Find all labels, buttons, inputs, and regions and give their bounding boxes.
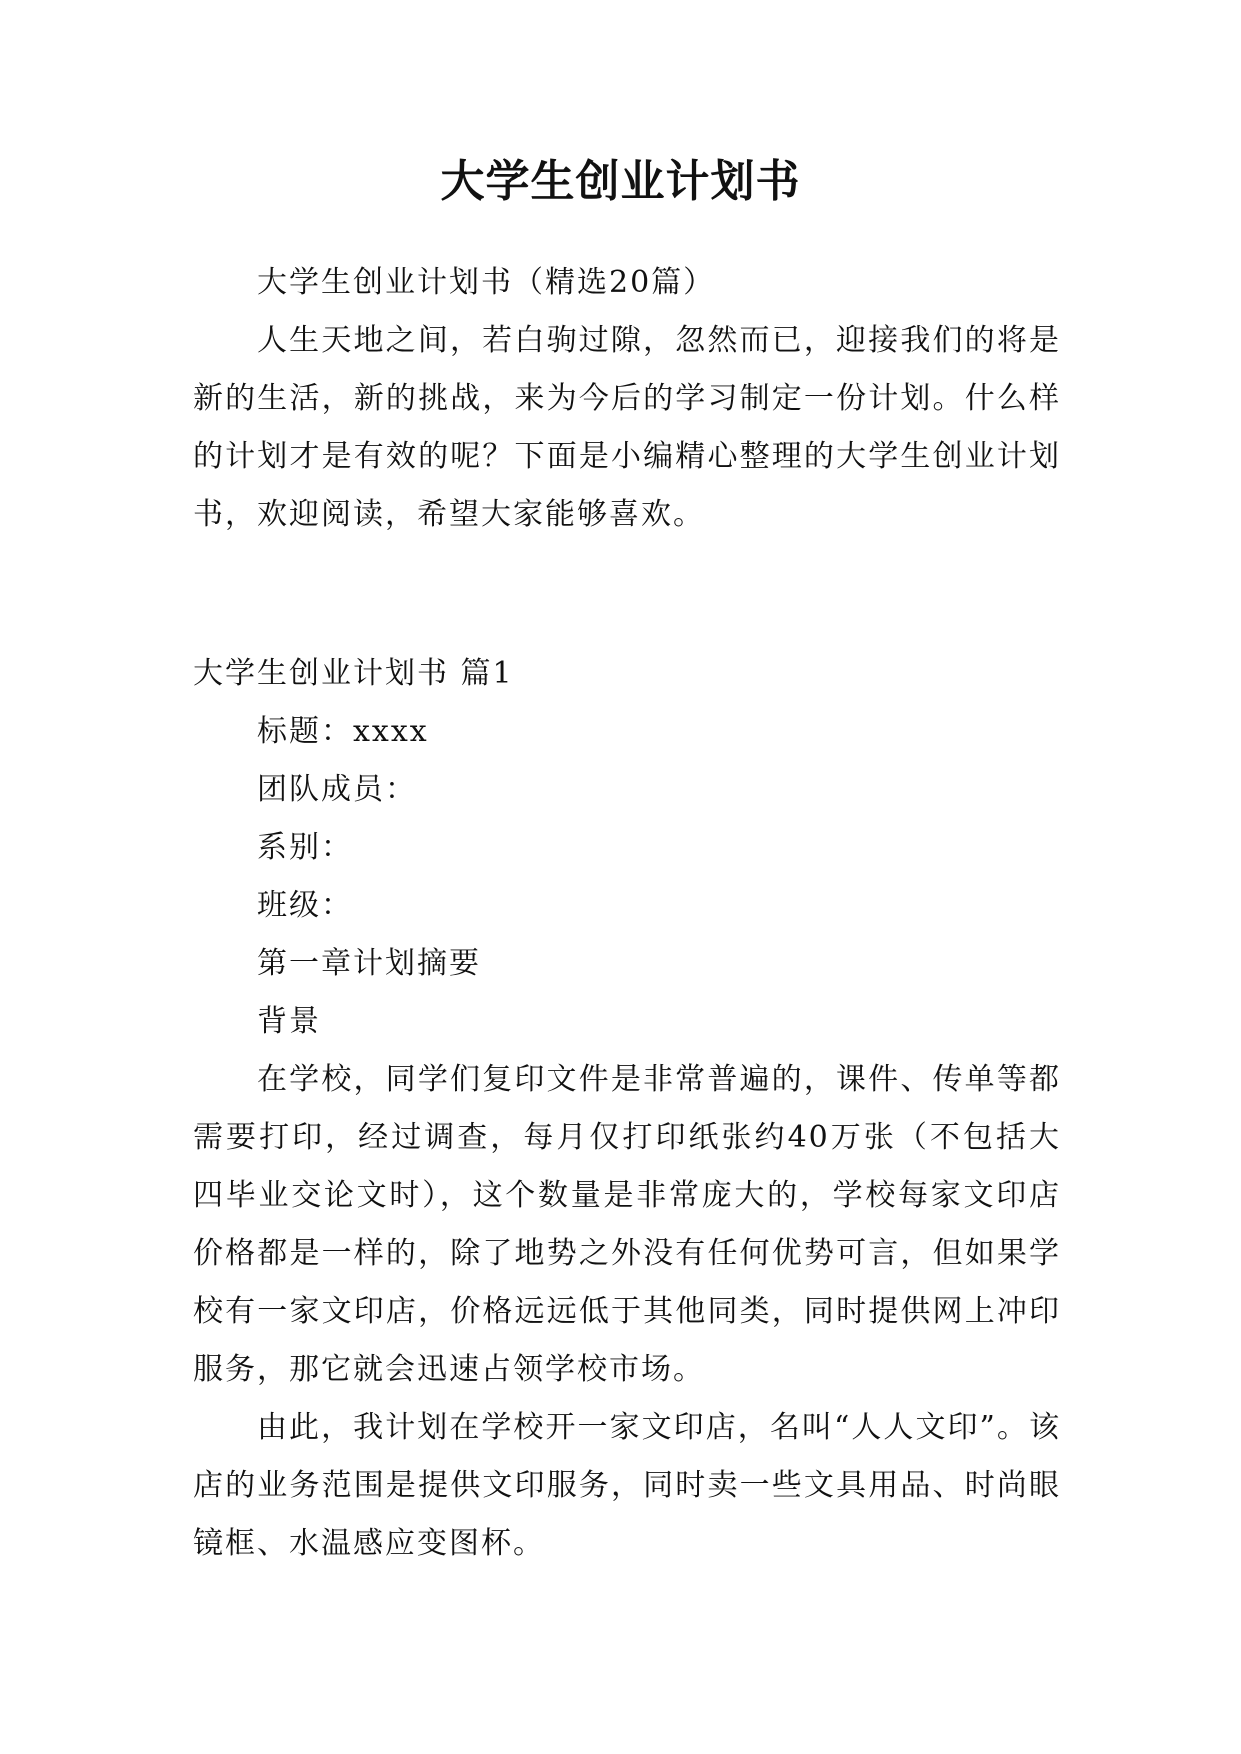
background-label: 背景 — [257, 1004, 321, 1039]
document-title: 大学生创业计划书 — [440, 156, 801, 207]
intro-paragraph: 人生天地之间，若白驹过隙，忽然而已，迎接我们的将是新的生活，新的挑战，来为今后的学习制定一份计划。什么样的计划才是有效的呢？下面是小编精心整理的大学生创业计划书，欢迎阅读，希望大家能够喜欢。 — [193, 323, 1061, 532]
field-class: 班级： — [257, 888, 353, 923]
field-department: 系别： — [257, 830, 353, 865]
section-1 — [193, 645, 1061, 1573]
body-paragraph: 由此，我计划在学校开一家文印店，名叫“人人文印”。该店的业务范围是提供文印服务，同时卖一些文具用品、时尚眼镜框、水温感应变图杯。 — [193, 1410, 1061, 1561]
field-title: 标题：xxxx — [257, 714, 429, 749]
document-subtitle: 大学生创业计划书（精选20篇） — [257, 265, 716, 300]
field-team-members: 团队成员： — [257, 772, 417, 807]
section-heading: 大学生创业计划书 篇1 — [193, 656, 514, 691]
body-paragraph: 在学校，同学们复印文件是非常普遍的，课件、传单等都需要打印，经过调查，每月仅打印纸张约40万张（不包括大四毕业交论文时），这个数量是非常庞大的，学校每家文印店价格都是一样的，除了地势之外没有任何优势可言，但如果学校有一家文印店，价格远远低于其他同类，同时提供网上冲印服务，那它就会迅速占领学校市场。 — [193, 1062, 1061, 1387]
intro-block — [193, 254, 1061, 544]
chapter-title: 第一章计划摘要 — [257, 946, 481, 981]
